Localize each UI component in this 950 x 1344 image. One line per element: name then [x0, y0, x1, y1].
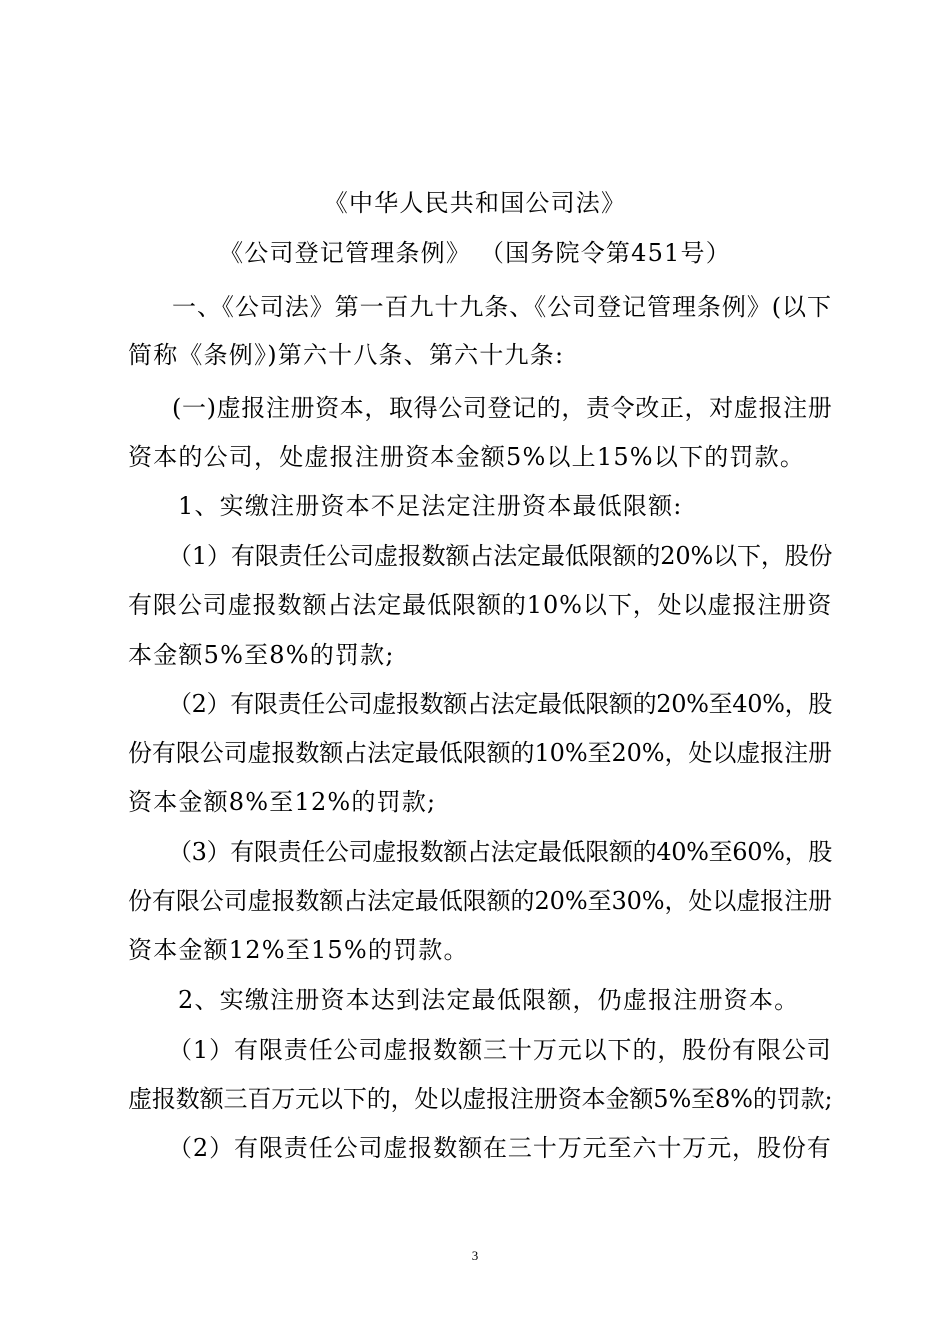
- clause-1-line-1: (一)虚报注册资本，取得公司登记的，责令改正，对虚报注册: [172, 394, 833, 422]
- section-heading-line-1: 一、《公司法》第一百九十九条、《公司登记管理条例》(以下: [172, 293, 832, 321]
- subsection-1-heading: 1、实缴注册资本不足法定注册资本最低限额:: [178, 492, 683, 520]
- item-1-line-3: 本金额5%至8%的罚款;: [128, 641, 395, 669]
- item-4-line-2: 虚报数额三百万元以下的，处以虚报注册资本金额5%至8%的罚款;: [128, 1085, 833, 1113]
- item-4-line-1: （1）有限责任公司虚报数额三十万元以下的，股份有限公司: [168, 1036, 832, 1064]
- subsection-2-heading: 2、实缴注册资本达到法定最低限额，仍虚报注册资本。: [178, 986, 800, 1014]
- item-1-line-1: （1）有限责任公司虚报数额占法定最低限额的20%以下，股份: [168, 542, 833, 570]
- item-3-line-2: 份有限公司虚报数额占法定最低限额的20%至30%，处以虚报注册: [128, 887, 832, 915]
- page-number: 3: [471, 1248, 479, 1263]
- item-1-line-2: 有限公司虚报数额占法定最低限额的10%以下，处以虚报注册资: [128, 591, 833, 619]
- item-3-line-3: 资本金额12%至15%的罚款。: [128, 936, 469, 964]
- item-5-line-1: （2）有限责任公司虚报数额在三十万元至六十万元，股份有: [168, 1134, 832, 1162]
- item-2-line-1: （2）有限责任公司虚报数额占法定最低限额的20%至40%，股: [168, 690, 832, 718]
- section-heading-line-2: 简称《条例》)第六十八条、第六十九条:: [128, 341, 565, 369]
- item-2-line-2: 份有限公司虚报数额占法定最低限额的10%至20%，处以虚报注册: [128, 739, 832, 767]
- item-3-line-1: （3）有限责任公司虚报数额占法定最低限额的40%至60%，股: [168, 838, 832, 866]
- regulation-title: 《公司登记管理条例》 （国务院令第451号）: [219, 239, 731, 267]
- item-2-line-3: 资本金额8%至12%的罚款;: [128, 788, 437, 816]
- law-title: 《中华人民共和国公司法》: [323, 189, 627, 217]
- clause-1-line-2: 资本的公司，处虚报注册资本金额5%以上15%以下的罚款。: [128, 443, 806, 471]
